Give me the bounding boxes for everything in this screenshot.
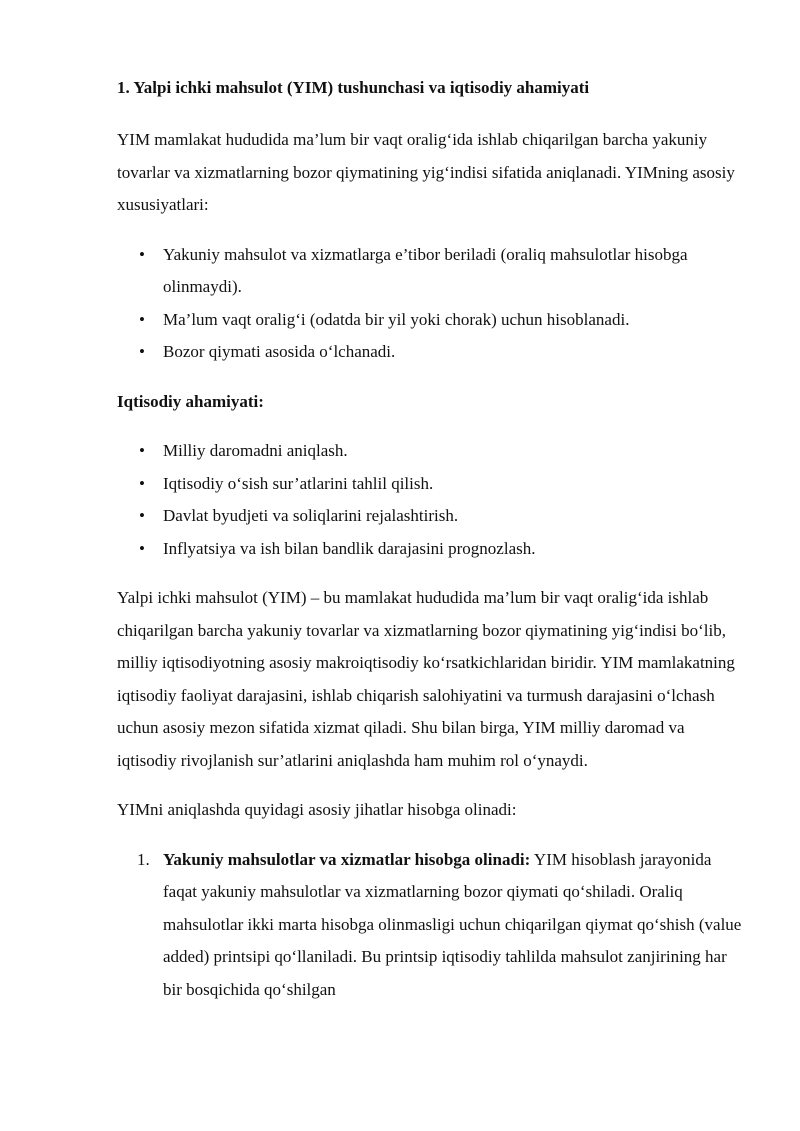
bullet-marker: •	[139, 244, 145, 264]
list-item: • Bozor qiymati asosida o‘lchanadi.	[117, 336, 742, 369]
bullet-marker: •	[139, 506, 145, 525]
list-item: • Inflyatsiya va ish bilan bandlik darajasini prognozlash.	[117, 533, 742, 566]
aspect-title: Yakuniy mahsulotlar va xizmatlar hisobga olinadi:	[163, 849, 531, 869]
list-item: • Milliy daromadni aniqlash.	[117, 435, 742, 468]
features-list	[117, 239, 742, 369]
document-body	[117, 74, 742, 1006]
section-heading: 1. Yalpi ichki mahsulot (YIM) tushunchasi va iqtisodiy ahamiyati	[117, 78, 590, 97]
bullet-marker: •	[139, 342, 145, 361]
bullet-marker: •	[139, 473, 145, 493]
bullet-marker: •	[139, 441, 145, 460]
list-item: • Iqtisodiy o‘sish sur’atlarini tahlil qilish.	[117, 468, 742, 501]
list-item: • Ma’lum vaqt oralig‘i (odatda bir yil yoki chorak) uchun hisoblanadi.	[117, 304, 742, 337]
intro-paragraph: YIM mamlakat hududida ma’lum bir vaqt oralig‘ida ishlab chiqarilgan barcha yakuniy tovarlar va xizmatlarning bozor qiymatining yig‘indisi sifatida aniqlanadi. YIMning asosiy xususiyatlari:	[117, 130, 735, 214]
aspect-text: YIM hisoblash jarayonida faqat yakuniy mahsulotlar va xizmatlarning bozor qiymati qo‘shiladi. Oraliq mahsulotlar ikki marta hisobga olinmasligi uchun chiqarilgan qiymat qo‘shish (value added) printsipi qo‘llaniladi. Bu printsip iqtisodiy tahlilda mahsulot zanjirining har bir bosqichida qo‘shilgan	[163, 849, 742, 999]
list-item: • Davlat byudjeti va soliqlarini rejalashtirish.	[117, 500, 742, 533]
list-item: • Yakuniy mahsulot va xizmatlarga e’tibor beriladi (oraliq mahsulotlar hisobga olinmaydi).	[117, 239, 742, 304]
importance-heading: Iqtisodiy ahamiyati:	[117, 391, 264, 411]
aspects-intro-paragraph: YIMni aniqlashda quyidagi asosiy jihatlar hisobga olinadi:	[117, 800, 517, 819]
bullet-marker: •	[139, 538, 145, 558]
aspects-list	[117, 844, 742, 1007]
definition-paragraph: Yalpi ichki mahsulot (YIM) – bu mamlakat hududida ma’lum bir vaqt oralig‘ida ishlab chiqarilgan barcha yakuniy tovarlar va xizmatlarning bozor qiymatining yig‘indisi bo‘lib, milliy iqtisodiyotning asosiy makroiqtisodiy ko‘rsatkichlaridan biridir. YIM mamlakatning iqtisodiy faoliyat darajasini, ishlab chiqarish salohiyatini va turmush darajasini o‘lchash uchun asosiy mezon sifatida xizmat qiladi. Shu bilan birga, YIM milliy daromad va iqtisodiy rivojlanish sur’atlarini aniqlashda ham muhim rol o‘ynaydi.	[117, 588, 735, 770]
importance-list	[117, 435, 742, 565]
number-marker: 1.	[137, 849, 150, 869]
bullet-marker: •	[139, 309, 145, 329]
list-item	[117, 844, 742, 1007]
